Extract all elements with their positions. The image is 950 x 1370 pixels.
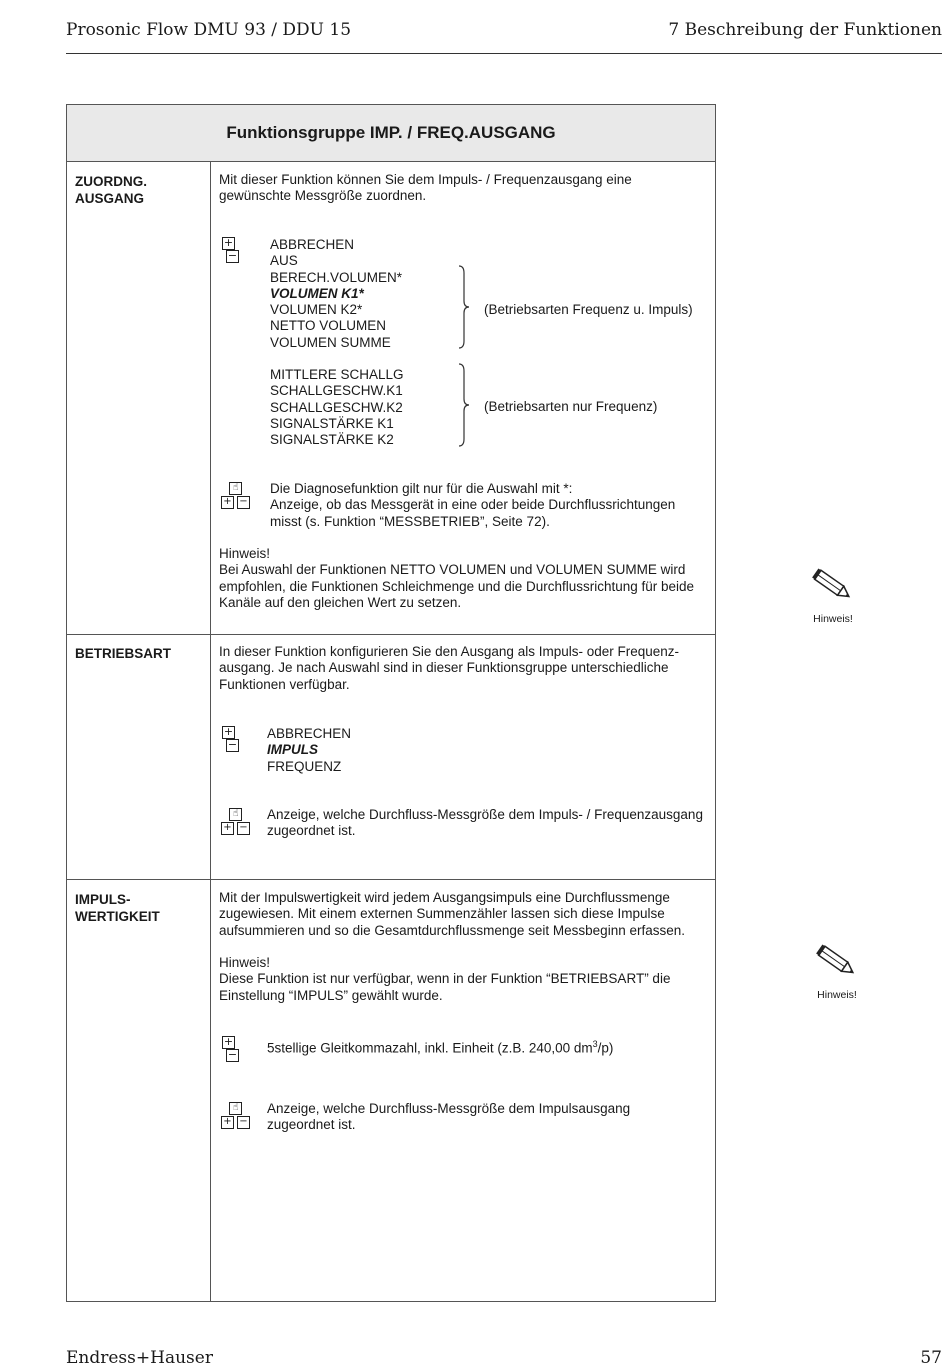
option-item: MITTLERE SCHALLG [270, 367, 404, 382]
option-item: SIGNALSTÄRKE K2 [270, 432, 394, 448]
note-line: Kanäle auf den gleichen Wert zu setzen. [219, 594, 462, 610]
row1-options-group-b [270, 367, 404, 448]
plus-key-icon: + [221, 496, 234, 509]
minus-key-icon: − [227, 738, 238, 751]
row1-note [219, 546, 711, 611]
row1-intro [219, 172, 709, 205]
option-item: SCHALLGESCHW.K1 [270, 383, 403, 399]
minus-key-icon: − [227, 249, 238, 262]
plus-key-icon: + [221, 822, 234, 835]
plus-minus-keys-icon [220, 237, 238, 265]
plus-key-icon: + [223, 725, 234, 738]
brace-group-a [457, 265, 471, 349]
header-rule [66, 53, 942, 54]
diagnosis-keys-icon [219, 1102, 253, 1130]
row-label-impuls-wertigkeit [75, 891, 205, 925]
minus-key-icon: − [227, 1048, 238, 1061]
diag-line: misst (s. Funktion “MESSBETRIEB”, Seite 72). [270, 513, 550, 529]
row2-diagnosis-text [267, 807, 712, 840]
row-label-zuordng-ausgang [75, 173, 205, 207]
option-item: AUS [270, 253, 298, 269]
column-divider [210, 161, 211, 1301]
side-note-label: Hinweis! [817, 989, 857, 1001]
row3-intro [219, 890, 711, 939]
plus-minus-keys-icon [220, 1036, 238, 1064]
note-title: Hinweis! [219, 955, 271, 970]
note-line: Bei Auswahl der Funktionen NETTO VOLUMEN und VOLUMEN SUMME wird [219, 562, 686, 578]
option-item: SCHALLGESCHW.K2 [270, 399, 403, 415]
footer-company: Endress+Hauser [66, 1348, 213, 1368]
header-doc-title: Prosonic Flow DMU 93 / DDU 15 [66, 20, 352, 40]
option-item: VOLUMEN K1* [270, 285, 364, 301]
option-item: VOLUMEN SUMME [270, 334, 391, 350]
plus-key-icon: + [223, 236, 234, 249]
option-item: IMPULS [267, 742, 319, 758]
side-note-label: Hinweis! [813, 613, 853, 625]
intro-line: ausgang. Je nach Auswahl sind in dieser Funktionsgruppe unterschiedliche [219, 660, 669, 676]
option-item: ABBRECHEN [270, 237, 355, 252]
intro-line: gewünschte Messgröße zuordnen. [219, 188, 427, 204]
option-item: VOLUMEN K2* [270, 302, 363, 318]
row-label-line: AUSGANG [75, 191, 145, 206]
minus-key-icon: − [237, 496, 250, 509]
note-title: Hinweis! [219, 546, 271, 561]
plus-key-icon: + [223, 1035, 234, 1048]
footer-page-number: 57 [920, 1348, 942, 1368]
row1-diagnosis-text [270, 481, 710, 530]
table-title: Funktionsgruppe IMP. / FREQ.AUSGANG [67, 105, 715, 162]
pencil-icon [810, 566, 856, 606]
row3-note [219, 955, 711, 1004]
row3-value-format [267, 1036, 613, 1057]
minus-key-icon: − [237, 822, 250, 835]
note-line: empfohlen, die Funktionen Schleichmenge und die Durchflussrichtung für beide [219, 578, 695, 594]
brace-group-b-label: (Betriebsarten nur Frequenz) [484, 399, 658, 414]
row-label-line: WERTIGKEIT [75, 909, 160, 924]
diag-line: Die Diagnosefunktion gilt nur für die Auswahl mit *: [270, 481, 573, 496]
diagnosis-keys-icon [219, 808, 253, 836]
pencil-icon [814, 942, 860, 982]
row-divider-1 [67, 634, 715, 635]
row1-options-group-a [270, 237, 402, 351]
intro-line: zugewiesen. Mit einem externen Summenzähler lassen sich diese Impulse [219, 906, 665, 922]
note-line: Einstellung “IMPULS” gewählt wurde. [219, 987, 443, 1003]
intro-line: Mit der Impulswertigkeit wird jedem Ausgangsimpuls eine Durchflussmenge [219, 890, 670, 905]
minus-key-icon: − [237, 1116, 250, 1129]
intro-line: Funktionen verfügbar. [219, 676, 350, 692]
diag-line: zugeordnet ist. [267, 823, 356, 839]
option-item: ABBRECHEN [267, 726, 352, 741]
hand-key-icon: ☝ [229, 1102, 242, 1115]
diag-line: Anzeige, welche Durchfluss-Messgröße dem Impulsausgang [267, 1101, 631, 1116]
diag-line: zugeordnet ist. [267, 1117, 356, 1133]
intro-line: In dieser Funktion konfigurieren Sie den Ausgang als Impuls- oder Frequenz- [219, 644, 680, 659]
row-label-line: ZUORDNG. [75, 174, 147, 189]
row3-diagnosis-text [267, 1101, 712, 1134]
intro-line: Mit dieser Funktion können Sie dem Impuls- / Frequenzausgang eine [219, 172, 632, 187]
side-note-2 [807, 942, 867, 1001]
option-item: FREQUENZ [267, 758, 342, 774]
row2-intro [219, 644, 711, 693]
option-item: BERECH.VOLUMEN* [270, 269, 403, 285]
row-label-betriebsart: BETRIEBSART [75, 646, 172, 661]
option-item: SIGNALSTÄRKE K1 [270, 415, 394, 431]
value-format-superscript: 3 [592, 1039, 598, 1049]
intro-line: aufsummieren und so die Gesamtdurchflussmenge seit Messbeginn erfassen. [219, 922, 685, 938]
diagnosis-keys-icon [219, 482, 253, 510]
value-format-text: 5stellige Gleitkommazahl, inkl. Einheit (z.B. 240,00 dm [267, 1040, 593, 1056]
plus-minus-keys-icon [220, 726, 238, 754]
diag-line: Anzeige, ob das Messgerät in eine oder beide Durchflussrichtungen [270, 497, 676, 513]
hand-key-icon: ☝ [229, 482, 242, 495]
brace-group-b [457, 363, 471, 447]
function-table [66, 104, 716, 1302]
row-divider-2 [67, 879, 715, 880]
hand-key-icon: ☝ [229, 808, 242, 821]
brace-group-a-label: (Betriebsarten Frequenz u. Impuls) [484, 302, 693, 317]
option-item: NETTO VOLUMEN [270, 318, 387, 334]
side-note-1 [803, 566, 863, 625]
row2-options [267, 726, 351, 775]
row-label-line: IMPULS- [75, 892, 131, 907]
diag-line: Anzeige, welche Durchfluss-Messgröße dem Impuls- / Frequenzausgang [267, 807, 703, 822]
plus-key-icon: + [221, 1116, 234, 1129]
value-format-tail: /p) [597, 1040, 614, 1056]
header-chapter-title: 7 Beschreibung der Funktionen [668, 20, 942, 40]
note-line: Diese Funktion ist nur verfügbar, wenn in der Funktion “BETRIEBSART” die [219, 971, 671, 987]
